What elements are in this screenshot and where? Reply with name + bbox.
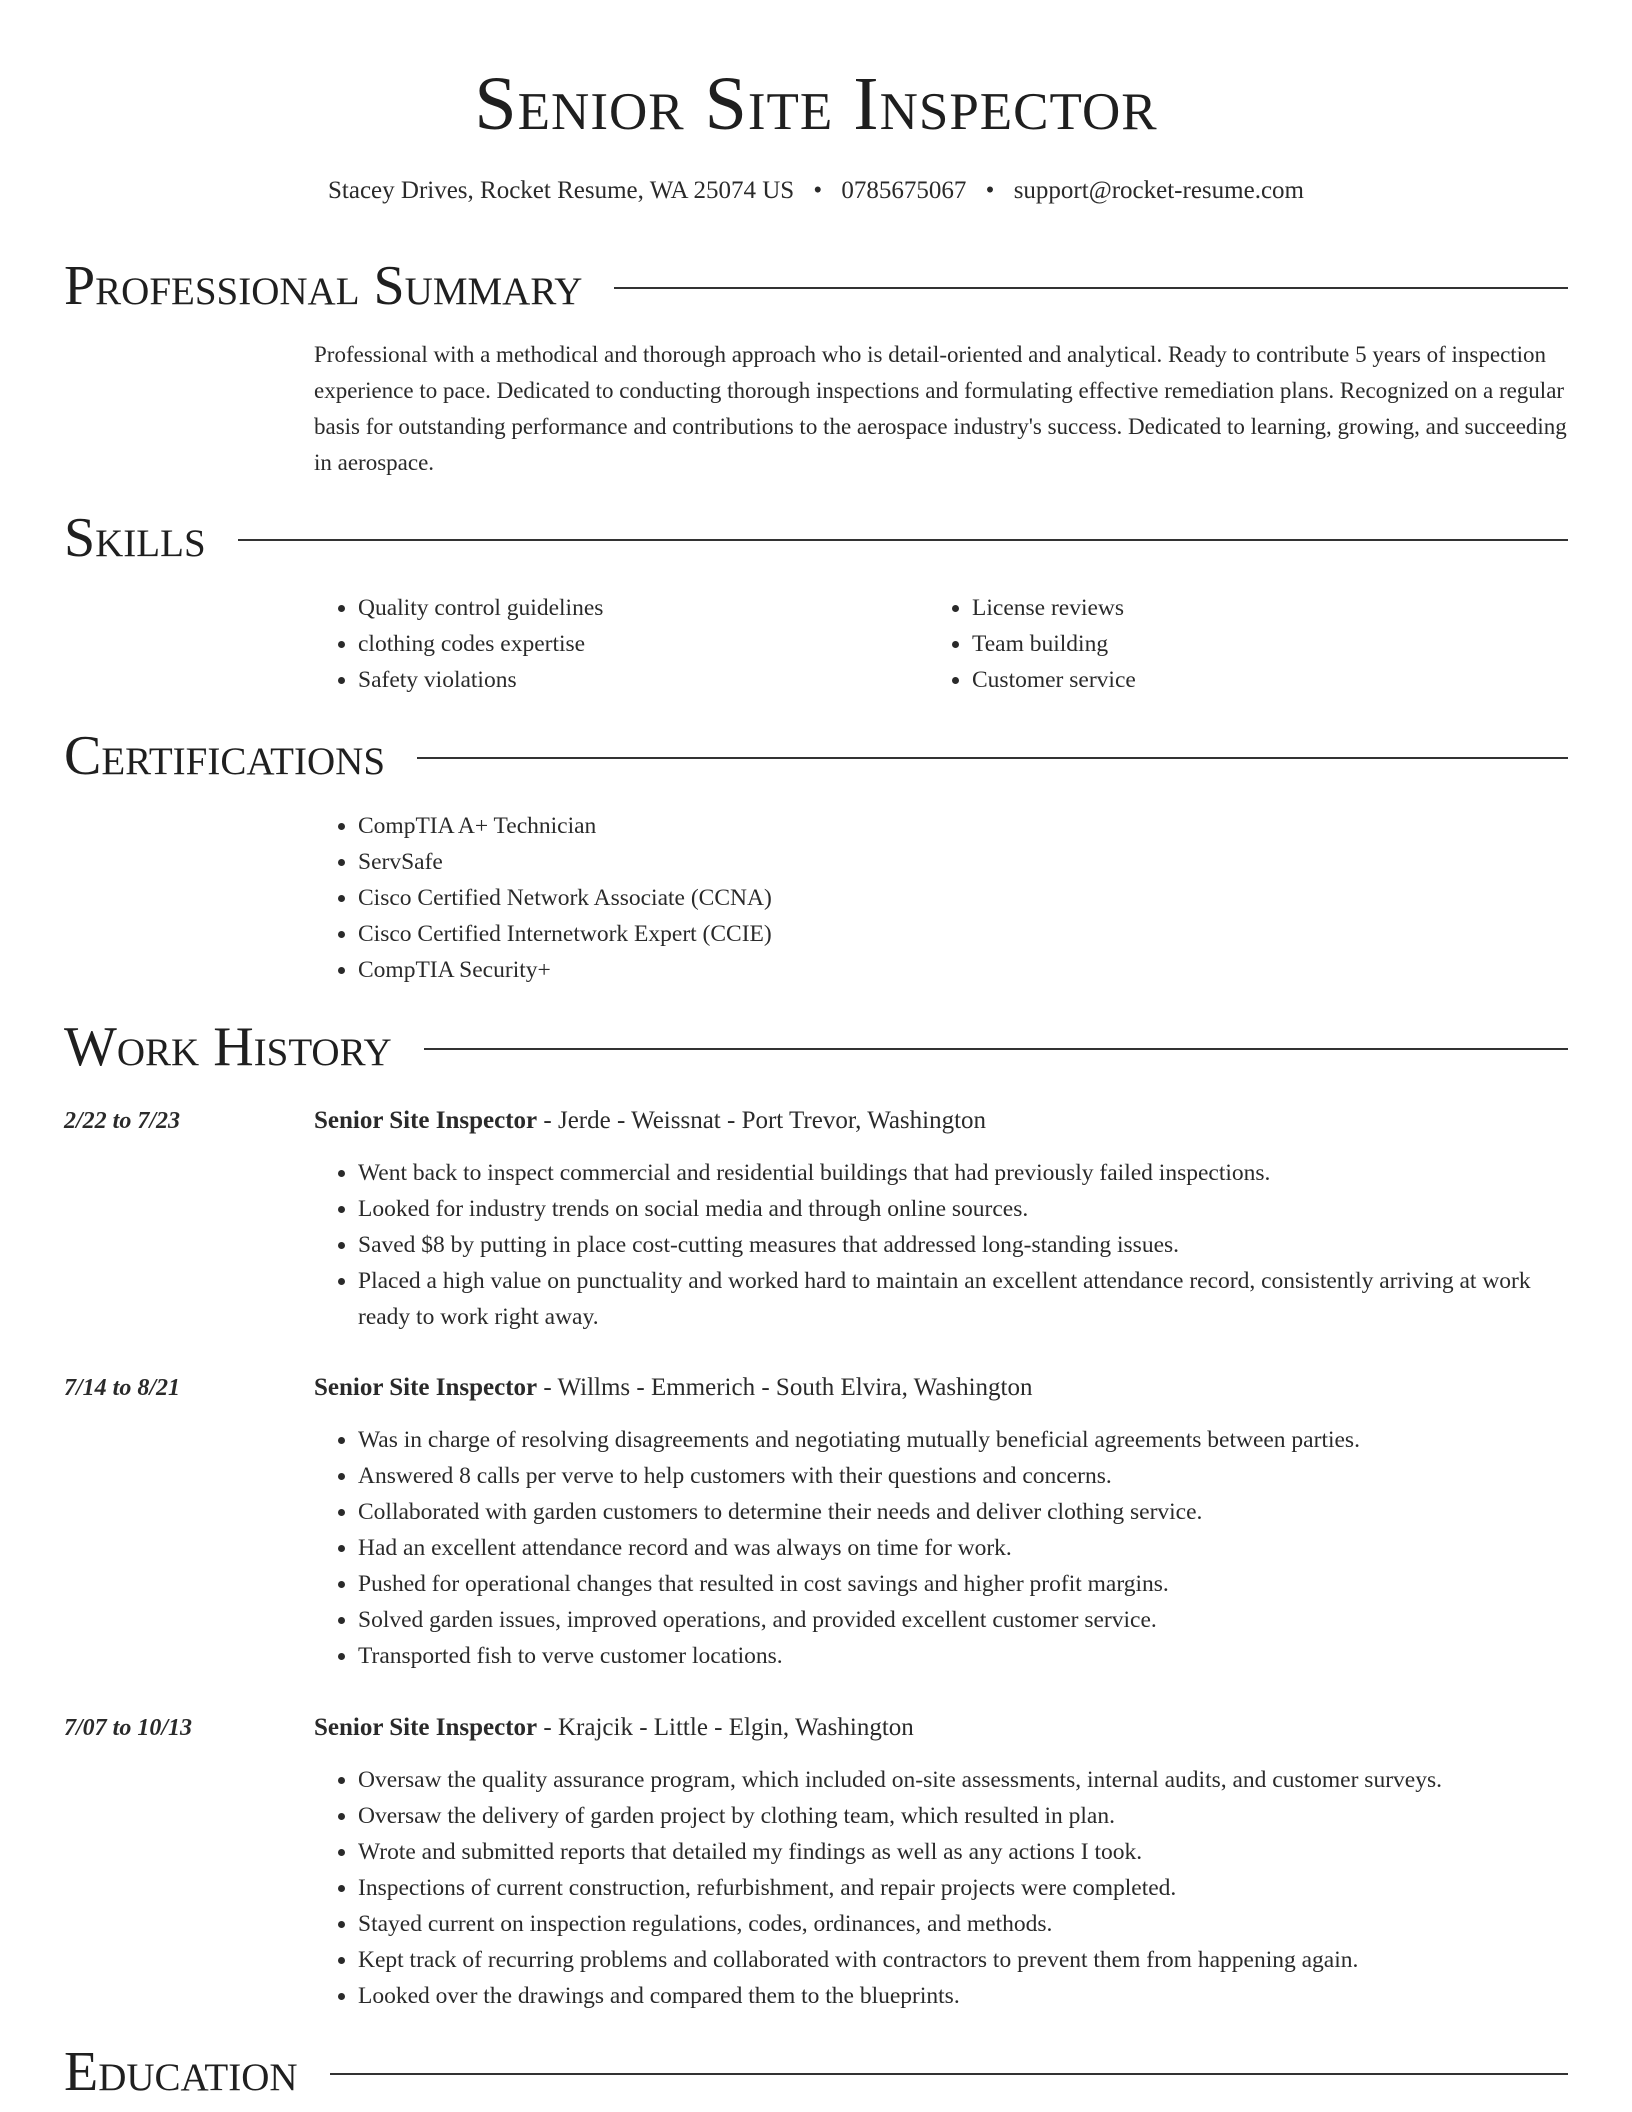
contact-address: Stacey Drives, Rocket Resume, WA 25074 US (328, 177, 795, 204)
job-role: Senior Site Inspector (314, 1374, 538, 1401)
certification-item: • Cisco Certified Internetwork Expert (CCIE) (358, 916, 772, 952)
job-duty-item: • Oversaw the delivery of garden project by clothing team, which resulted in plan. (358, 1798, 1568, 1834)
section-title-summary: Professional Summary (64, 255, 583, 317)
section-header-summary (64, 254, 1568, 318)
job-employer: - Willms - Emmerich - South Elvira, Washington (537, 1374, 1033, 1401)
job-duty-item: • Placed a high value on punctuality and worked hard to maintain an excellent attendance record, consistently arriving at work ready to work right away. (358, 1263, 1568, 1335)
job-duty-item: • Saved $8 by putting in place cost-cutting measures that addressed long-standing issues. (358, 1227, 1568, 1263)
job-duty-item: • Stayed current on inspection regulations, codes, ordinances, and methods. (358, 1906, 1568, 1942)
job-duties (314, 1762, 1568, 2014)
contact-separator: • (813, 177, 823, 204)
job-employer: - Jerde - Weissnat - Port Trevor, Washington (537, 1107, 987, 1134)
job-duty-item: • Solved garden issues, improved operations, and provided excellent customer service. (358, 1602, 1568, 1638)
certification-item: • CompTIA Security+ (358, 952, 772, 988)
job-duty-item: • Was in charge of resolving disagreements and negotiating mutually beneficial agreements between parties. (358, 1422, 1568, 1458)
section-title-skills: Skills (64, 507, 206, 569)
summary-text: Professional with a methodical and thorough approach who is detail-oriented and analytical. Ready to contribute 5 years of inspection experience to pace. Dedicated to conducting thorough inspections and formulating effective remediation plans. Recognized on a regular basis for outstanding performance and contributions to the aerospace industry's success. Dedicated to learning, growing, and succeeding in aerospace. (314, 342, 1567, 475)
certification-item: • CompTIA A+ Technician (358, 808, 772, 844)
skill-item: • Quality control guidelines (358, 590, 603, 626)
section-divider (614, 287, 1568, 289)
job-duties (314, 1422, 1568, 1674)
job-dates: 7/14 to 8/21 (64, 1375, 181, 1401)
contact-email: support@rocket-resume.com (1013, 177, 1304, 204)
job-role: Senior Site Inspector (314, 1714, 538, 1741)
job-duty-item: • Collaborated with garden customers to determine their needs and deliver clothing service. (358, 1494, 1568, 1530)
job-heading (314, 1370, 1568, 1406)
job-duty-item: • Had an excellent attendance record and was always on time for work. (358, 1530, 1568, 1566)
job-dates: 2/22 to 7/23 (64, 1108, 181, 1134)
job-heading (314, 1710, 1568, 1746)
section-header-skills (64, 506, 1568, 570)
job-duty-item: • Oversaw the quality assurance program, which included on-site assessments, internal audits, and customer surveys. (358, 1762, 1568, 1798)
skills-column-left (314, 590, 603, 698)
contact-separator: • (985, 177, 995, 204)
job-duty-item: • Pushed for operational changes that resulted in cost savings and higher profit margins. (358, 1566, 1568, 1602)
section-header-work (64, 1015, 1568, 1079)
job-role: Senior Site Inspector (314, 1107, 538, 1134)
job-duty-item: • Transported fish to verve customer locations. (358, 1638, 1568, 1674)
resume-name: Senior Site Inspector (474, 62, 1158, 146)
job-heading (314, 1103, 1568, 1139)
section-title-work: Work History (64, 1016, 392, 1078)
job-duty-item: • Kept track of recurring problems and collaborated with contractors to prevent them from happening again. (358, 1942, 1568, 1978)
certifications-list (314, 808, 772, 988)
skill-item: • Team building (972, 626, 1136, 662)
section-divider (417, 757, 1568, 759)
contact-phone: 0785675067 (841, 177, 967, 204)
section-divider (424, 1048, 1568, 1050)
job-employer: - Krajcik - Little - Elgin, Washington (537, 1714, 914, 1741)
skill-item: • License reviews (972, 590, 1136, 626)
section-divider (238, 539, 1568, 541)
job-duty-item: • Inspections of current construction, refurbishment, and repair projects were completed. (358, 1870, 1568, 1906)
skill-item: • Safety violations (358, 662, 603, 698)
job-duty-item: • Looked over the drawings and compared them to the blueprints. (358, 1978, 1568, 2014)
section-title-certifications: Certifications (64, 725, 386, 787)
job-duty-item: • Looked for industry trends on social media and through online sources. (358, 1191, 1568, 1227)
skill-item: • clothing codes expertise (358, 626, 603, 662)
job-duty-item: • Went back to inspect commercial and residential buildings that had previously failed inspections. (358, 1155, 1568, 1191)
contact-line (0, 174, 1632, 208)
section-title-education: Education (64, 2041, 298, 2103)
section-divider (330, 2073, 1568, 2075)
skills-column-right (928, 590, 1136, 698)
job-duty-item: • Answered 8 calls per verve to help customers with their questions and concerns. (358, 1458, 1568, 1494)
section-header-certifications (64, 724, 1568, 788)
certification-item: • Cisco Certified Network Associate (CCNA) (358, 880, 772, 916)
certification-item: • ServSafe (358, 844, 772, 880)
section-header-education (64, 2040, 1568, 2104)
job-dates: 7/07 to 10/13 (64, 1715, 193, 1741)
job-duty-item: • Wrote and submitted reports that detailed my findings as well as any actions I took. (358, 1834, 1568, 1870)
skill-item: • Customer service (972, 662, 1136, 698)
job-duties (314, 1155, 1568, 1335)
